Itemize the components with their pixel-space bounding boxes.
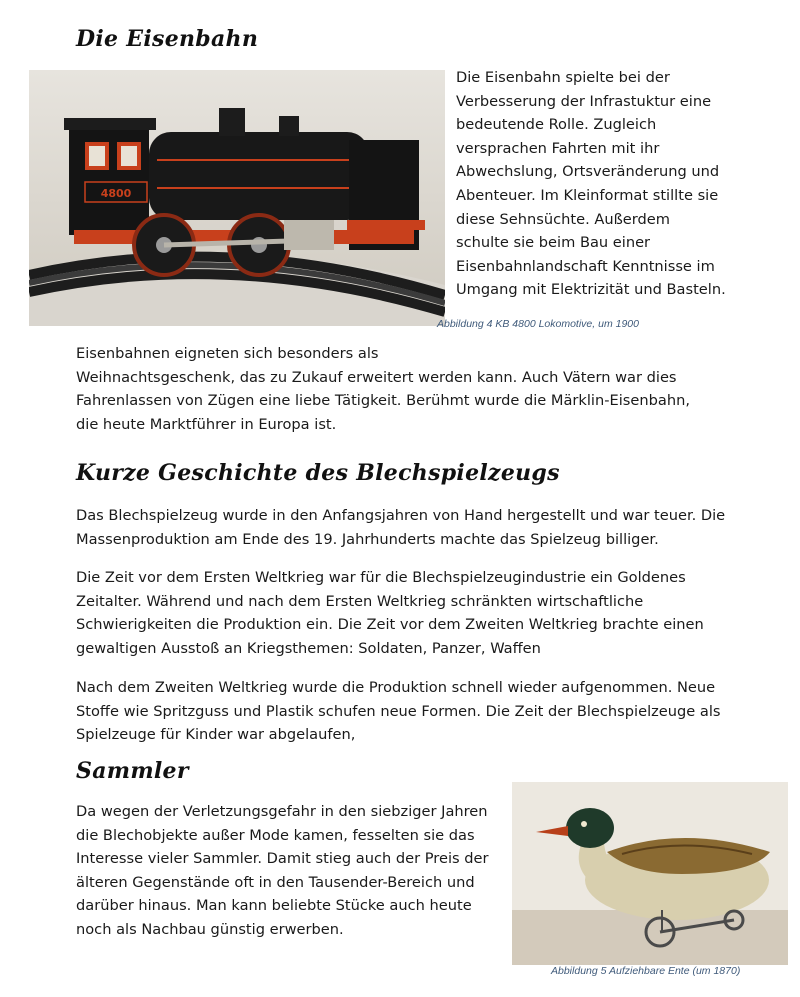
heading-geschichte: Kurze Geschichte des Blechspielzeugs [76, 460, 560, 486]
heading-sammler: Sammler [76, 758, 189, 784]
heading-eisenbahn: Die Eisenbahn [76, 26, 259, 52]
eisenbahn-paragraph-rest: Weihnachtsgeschenk, das zu Zukauf erweitert werden kann. Auch Vätern war dies Fahrenlassen von Zügen eine liebe Tätigkeit. Berühmt wurde die Märklin-Eisenbahn, die heute Marktführer in Europa ist. [76, 368, 690, 433]
geschichte-paragraph-2: Die Zeit vor dem Ersten Weltkrieg war für die Blechspielzeugindustrie ein Goldenes Zeitalter. Während und nach dem Ersten Weltkrieg schränkten wirtschaftliche Schwierigkeiten die Produktion ein. Die Zeit vor dem Zweiten Weltkrieg brachte einen gewaltigen Ausstoß an Kriegsthemen: Soldaten, Panzer, Waffen [76, 569, 704, 657]
eisenbahn-paragraph [76, 342, 716, 436]
eisenbahn-paragraph-line1: Eisenbahnen eigneten sich besonders als [76, 345, 379, 362]
eisenbahn-side-text: Die Eisenbahn spielte bei der Verbesserung der Infrastuktur eine bedeutende Rolle. Zugleich versprachen Fahrten mit ihr Abwechslung, Ortsveränderung und Abenteuer. Im Kleinformat stillte sie diese Sehnsüchte. Außerdem schulte sie beim Bau einer Eisenbahnlandschaft Kenntnisse im Umgang mit Elektrizität und Basteln. [456, 69, 726, 299]
geschichte-paragraph-1: Das Blechspielzeug wurde in den Anfangsjahren von Hand hergestellt und war teuer. Die Massenproduktion am Ende des 19. Jahrhunderts machte das Spielzeug billiger. [76, 507, 726, 548]
figure-4-caption: Abbildung 4 KB 4800 Lokomotive, um 1900 [437, 318, 639, 330]
geschichte-paragraph-3: Nach dem Zweiten Weltkrieg wurde die Produktion schnell wieder aufgenommen. Neue Stoffe wie Spritzguss und Plastik schufen neue Formen. Die Zeit der Blechspielzeuge als Spielzeuge für Kinder war abgelaufen, [76, 679, 721, 744]
duck-photo [512, 782, 788, 965]
figure-5-caption: Abbildung 5 Aufziehbare Ente (um 1870) [551, 965, 741, 977]
sammler-text: Da wegen der Verletzungsgefahr in den siebziger Jahren die Blechobjekte außer Mode kamen, fesselten sie das Interesse vieler Sammler. Damit stieg auch der Preis der älteren Gegenstände oft in den Tausender-Bereich und darüber hinaus. Man kann beliebte Stücke auch heute noch als Nachbau günstig erwerben. [76, 803, 489, 938]
locomotive-number: 4800 [100, 187, 132, 200]
locomotive-photo [29, 70, 445, 326]
